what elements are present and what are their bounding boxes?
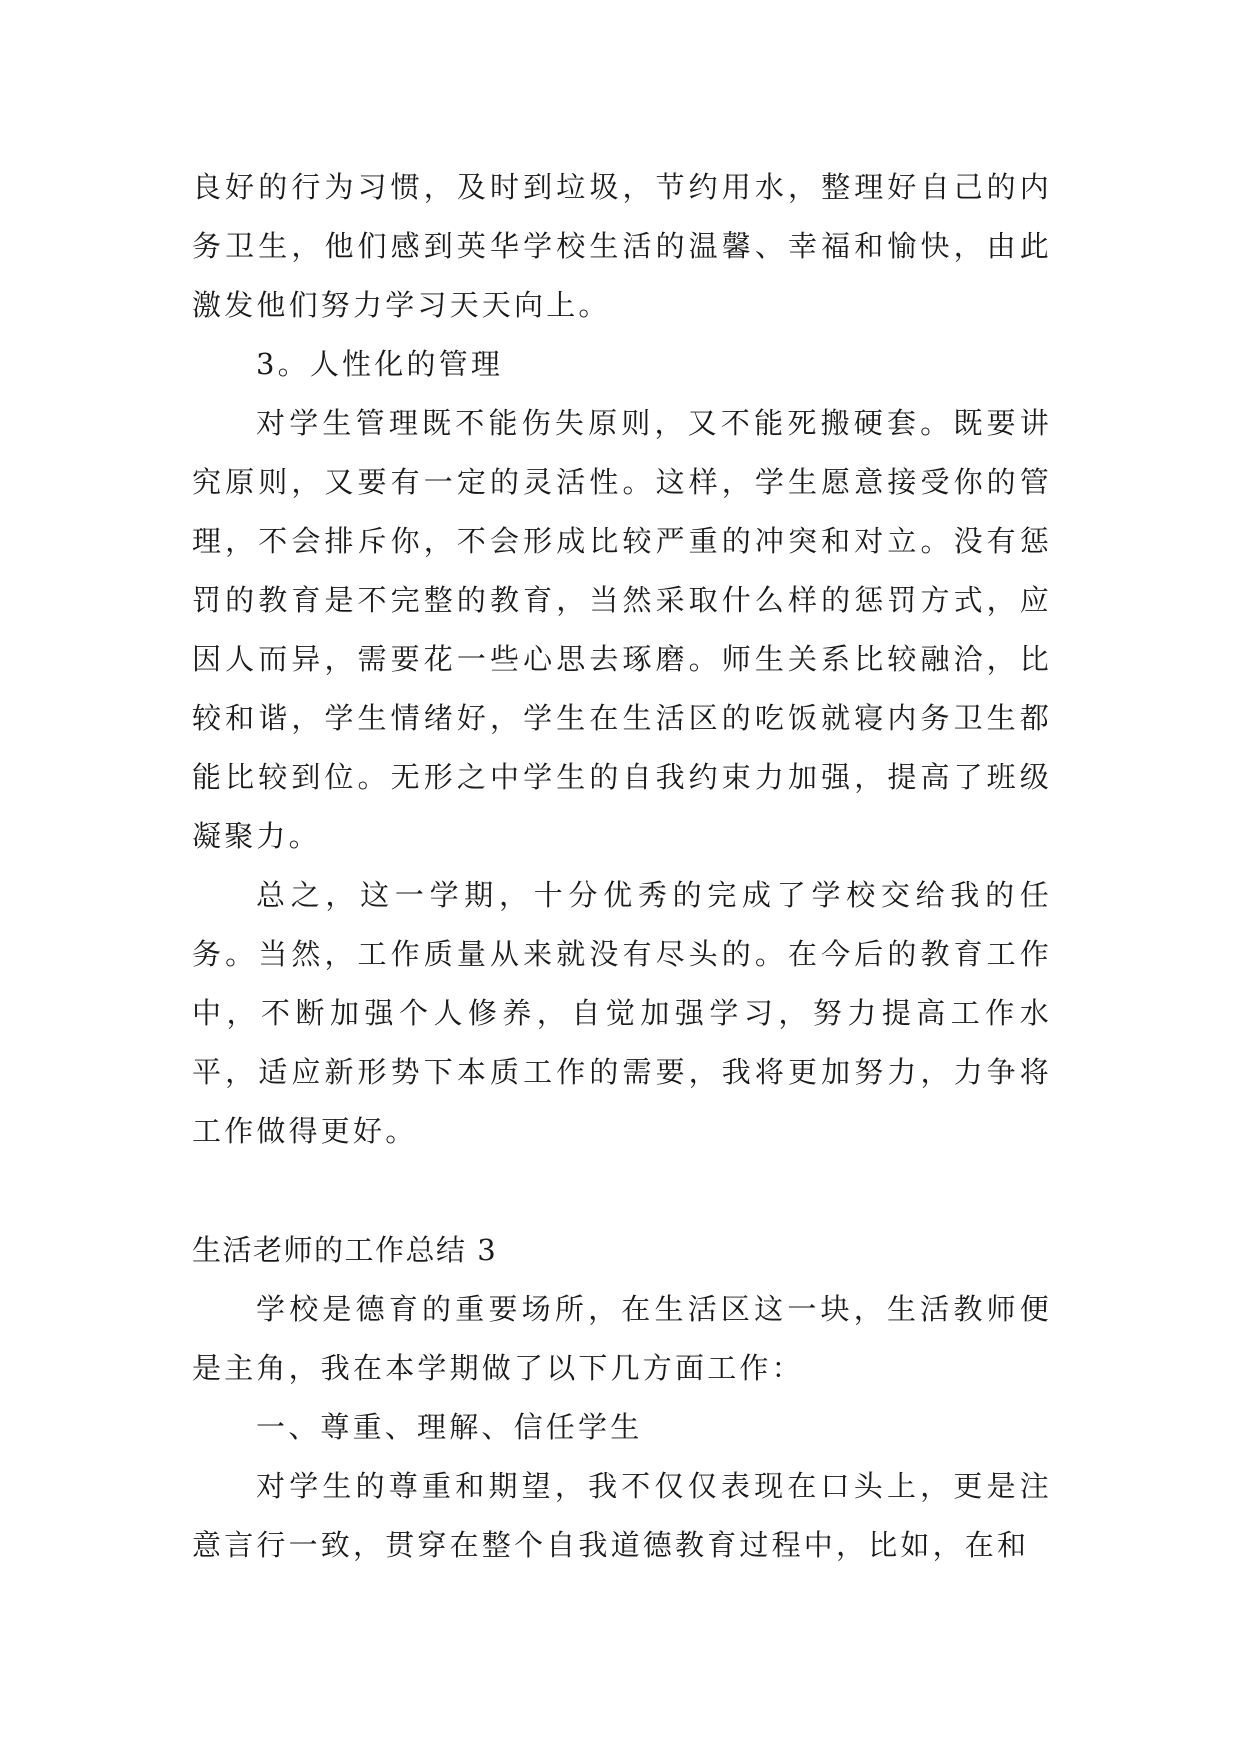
paragraph-subheading-respect: 一、尊重、理解、信任学生	[256, 1410, 643, 1444]
section-spacer	[192, 1161, 1052, 1221]
paragraph-student-management: 对学生管理既不能伤失原则，又不能死搬硬套。既要讲究原则，又要有一定的灵活性。这样，学生愿意接受你的管理，不会排斥你，不会形成比较严重的冲突和对立。没有惩罚的教育是不完整的教育，当然采取什么样的惩罚方式，应因人而异，需要花一些心思去琢磨。师生关系比较融洽，比较和谐，学生情绪好，学生在生活区的吃饭就寝内务卫生都能比较到位。无形之中学生的自我约束力加强，提高了班级凝聚力。	[192, 406, 1052, 853]
paragraph-habits: 良好的行为习惯，及时到垃圾，节约用水，整理好自己的内务卫生，他们感到英华学校生活的温馨、幸福和愉快，由此激发他们努力学习天天向上。	[192, 170, 1052, 322]
section-heading: 生活老师的工作总结 3	[192, 1233, 498, 1267]
paragraph-respect-detail: 对学生的尊重和期望，我不仅仅表现在口头上，更是注意言行一致，贯穿在整个自我道德教育过程中，比如，在和	[192, 1469, 1052, 1562]
paragraph-conclusion: 总之，这一学期，十分优秀的完成了学校交给我的任务。当然，工作质量从来就没有尽头的。在今后的教育工作中，不断加强个人修养，自觉加强学习，努力提高工作水平，适应新形势下本质工作的需要，我将更加努力，力争将工作做得更好。	[192, 878, 1052, 1148]
document-body	[192, 158, 1052, 1575]
paragraph-subheading-humanized-management: 3。人性化的管理	[256, 347, 504, 381]
paragraph-intro: 学校是德育的重要场所，在生活区这一块，生活教师便是主角，我在本学期做了以下几方面工作：	[192, 1292, 1052, 1385]
